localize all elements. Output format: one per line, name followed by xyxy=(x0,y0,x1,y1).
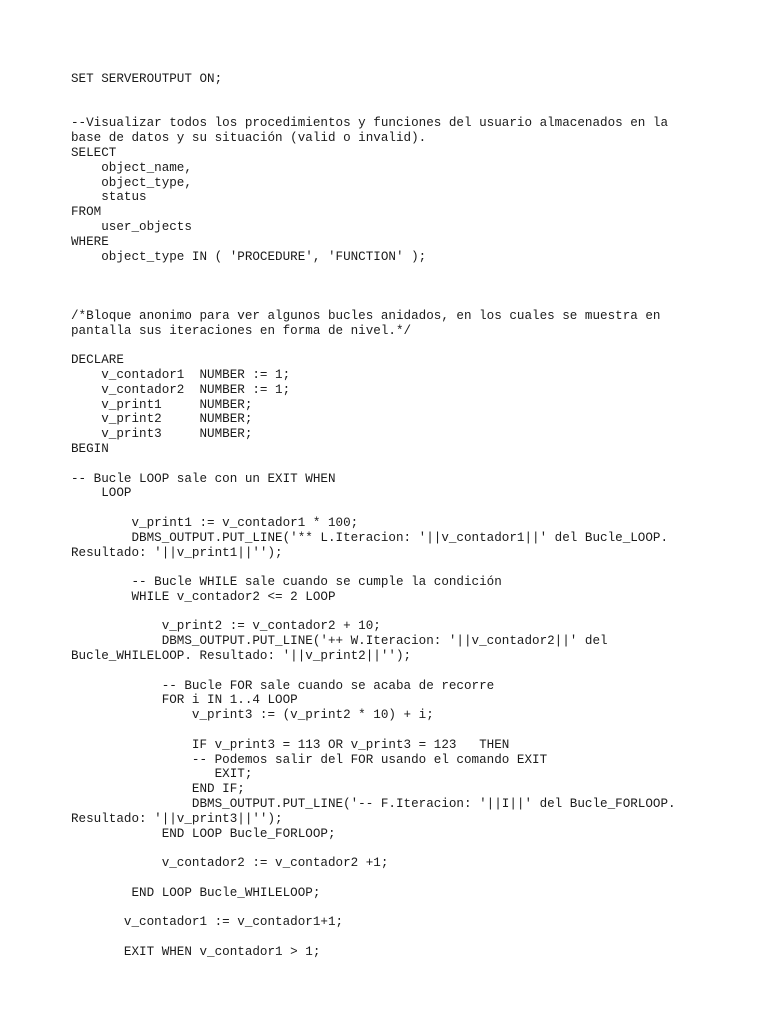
code-line: EXIT WHEN v_contador1 > 1; xyxy=(71,945,321,960)
code-line: LOOP xyxy=(71,486,132,501)
code-line xyxy=(71,87,721,102)
code-line: v_print3 := (v_print2 * 10) + i; xyxy=(71,708,434,723)
code-line: -- Bucle FOR sale cuando se acaba de recorre xyxy=(71,678,495,693)
code-line: v_print2 NUMBER; xyxy=(71,412,253,427)
code-line: v_print1 NUMBER; xyxy=(71,397,253,412)
code-line: FOR i IN 1..4 LOOP xyxy=(71,693,298,708)
code-line: object_name, xyxy=(71,160,192,175)
code-line xyxy=(71,930,721,945)
code-line xyxy=(71,605,721,620)
code-line xyxy=(71,294,721,309)
code-line: object_type IN ( 'PROCEDURE', 'FUNCTION' ); xyxy=(71,249,427,264)
code-line xyxy=(71,279,721,294)
code-line: status xyxy=(71,190,147,205)
code-line: v_contador1 := v_contador1+1; xyxy=(71,915,344,930)
code-line: user_objects xyxy=(71,219,192,234)
code-line: DBMS_OUTPUT.PUT_LINE('-- F.Iteracion: '||I||' del Bucle_FORLOOP. xyxy=(71,797,676,812)
code-line: SELECT xyxy=(71,145,117,160)
code-line: -- Bucle LOOP sale con un EXIT WHEN xyxy=(71,471,336,486)
code-line: SET SERVEROUTPUT ON; xyxy=(71,72,223,86)
code-line xyxy=(71,841,721,856)
code-line: DECLARE xyxy=(71,353,124,368)
code-line xyxy=(71,501,721,516)
code-line xyxy=(71,723,721,738)
code-line: FROM xyxy=(71,205,102,220)
code-line: WHERE xyxy=(71,234,109,249)
code-line: Bucle_WHILELOOP. Resultado: '||v_print2||''); xyxy=(71,649,412,664)
code-line: /*Bloque anonimo para ver algunos bucles anidados, en los cuales se muestra en xyxy=(71,308,661,323)
code-line: v_contador2 := v_contador2 +1; xyxy=(71,856,389,871)
code-line xyxy=(71,871,721,886)
code-line: v_contador1 NUMBER := 1; xyxy=(71,367,291,382)
code-line: DBMS_OUTPUT.PUT_LINE('** L.Iteracion: '||v_contador1||' del Bucle_LOOP. xyxy=(71,530,669,545)
code-line: END LOOP Bucle_FORLOOP; xyxy=(71,826,336,841)
code-line: -- Podemos salir del FOR usando el comando EXIT xyxy=(71,752,548,767)
code-line: object_type, xyxy=(71,175,192,190)
code-line: --Visualizar todos los procedimientos y funciones del usuario almacenados en la xyxy=(71,116,669,131)
code-line: EXIT; xyxy=(71,767,253,782)
code-line xyxy=(71,901,721,916)
code-line xyxy=(71,457,721,472)
code-line: IF v_print3 = 113 OR v_print3 = 123 THEN xyxy=(71,737,510,752)
code-line: Resultado: '||v_print3||''); xyxy=(71,811,283,826)
code-line: WHILE v_contador2 <= 2 LOOP xyxy=(71,589,336,604)
code-line: DBMS_OUTPUT.PUT_LINE('++ W.Iteracion: '||v_contador2||' del xyxy=(71,634,608,649)
code-line: -- Bucle WHILE sale cuando se cumple la condición xyxy=(71,575,502,590)
code-line: BEGIN xyxy=(71,441,109,456)
code-line xyxy=(71,264,721,279)
code-line: v_contador2 NUMBER := 1; xyxy=(71,382,291,397)
code-line: END IF; xyxy=(71,782,245,797)
sql-code-block xyxy=(71,72,721,960)
code-line: v_print3 NUMBER; xyxy=(71,427,253,442)
code-line: v_print2 := v_contador2 + 10; xyxy=(71,619,381,634)
code-line: pantalla sus iteraciones en forma de nivel.*/ xyxy=(71,323,412,338)
code-line xyxy=(71,560,721,575)
code-line: Resultado: '||v_print1||''); xyxy=(71,545,283,560)
code-line: base de datos y su situación (valid o invalid). xyxy=(71,131,427,146)
code-line xyxy=(71,102,721,117)
code-line xyxy=(71,338,721,353)
code-line: v_print1 := v_contador1 * 100; xyxy=(71,515,359,530)
code-line: END LOOP Bucle_WHILELOOP; xyxy=(71,885,321,900)
code-line xyxy=(71,664,721,679)
